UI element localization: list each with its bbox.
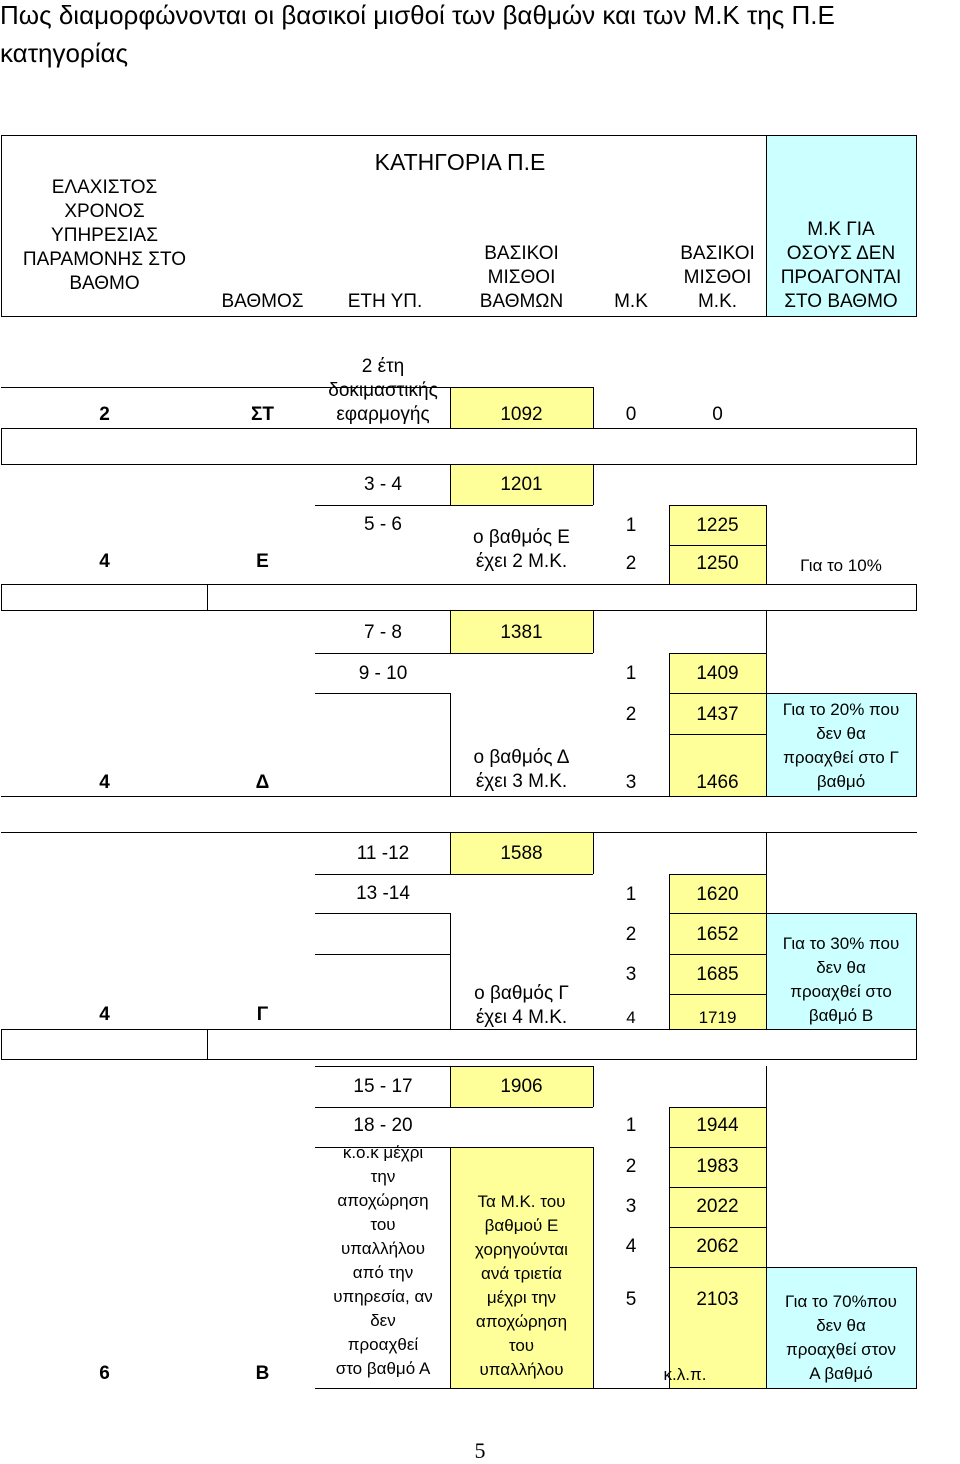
b-mk-base-2: 1983 [696,1156,739,1177]
col-mk-header: Μ.Κ [614,291,648,312]
e-years-1: 3 - 4 [363,474,403,495]
st-base-salary: 1092 [500,404,543,425]
e-note: ο βαθμός Ε έχει 2 Μ.Κ. [473,527,570,572]
d-years-2: 9 - 10 [358,663,408,684]
st-mk: 0 [625,404,637,425]
b-etc: κ.λ.π. [663,1365,707,1384]
e-min-years: 4 [99,551,110,572]
g-mk-1: 1 [625,884,637,905]
d-mk-2: 2 [625,704,637,725]
g-grade: Γ [256,1004,269,1025]
col-grade-header: ΒΑΘΜΟΣ [221,291,304,312]
b-years-1: 15 - 17 [353,1076,413,1097]
g-pct: Για το 30% που δεν θα προαχθεί στο βαθμό Β [782,934,900,1025]
d-mk-base-3: 1466 [696,772,739,793]
e-mk-base-1: 1225 [696,515,739,536]
d-pct: Για το 20% που δεν θα προαχθεί στο Γ βαθμό [782,700,900,791]
e-mk-1: 1 [625,515,637,536]
b-mk-4: 4 [625,1236,637,1257]
e-mk-2: 2 [625,553,637,574]
d-grade: Δ [255,772,270,793]
col-years-header: ΕΤΗ ΥΠ. [347,291,423,312]
b-note: Τα Μ.Κ. του βαθμού Ε χορηγούνται ανά τριετία μέχρι την αποχώρηση του υπαλλήλου [475,1192,568,1379]
g-years-1: 11 -12 [356,843,410,864]
d-years-1: 7 - 8 [363,622,403,643]
e-years-2: 5 - 6 [363,514,403,535]
col-min-years-header: ΕΛΑΧΙΣΤΟΣ ΧΡΟΝΟΣ ΥΠΗΡΕΣΙΑΣ ΠΑΡΑΜΟΝΗΣ ΣΤΟ ΒΑΘΜΟ [22,177,187,294]
col-mk-not-promoted-header: Μ.Κ ΓΙΑ ΟΣΟΥΣ ΔΕΝ ΠΡΟΑΓΟΝΤΑΙ ΣΤΟ ΒΑΘΜΟ [780,219,902,312]
e-pct: Για το 10% [800,556,882,575]
b-mk-base-5: 2103 [696,1289,739,1310]
b-mk-base-1: 1944 [696,1115,739,1136]
b-mk-base-3: 2022 [696,1196,739,1217]
g-mk-4: 4 [626,1008,636,1027]
d-mk-3: 3 [625,772,637,793]
d-mk-base-2: 1437 [696,704,739,725]
d-mk-base-1: 1409 [696,663,739,684]
b-years-2: 18 - 20 [353,1115,413,1136]
g-mk-base-1: 1620 [696,884,739,905]
e-mk-base-2: 1250 [696,553,739,574]
d-base-1: 1381 [500,622,543,643]
g-note: ο βαθμός Γ έχει 4 Μ.Κ. [474,983,569,1028]
g-mk-2: 2 [625,924,637,945]
page-number: 5 [474,1438,486,1463]
b-mk-3: 3 [625,1196,637,1217]
title-line-1: Πως διαμορφώνονται οι βασικοί μισθοί των βαθμών και των Μ.Κ της Π.Ε [0,0,835,30]
st-years: 2 έτη δοκιμαστικής εφαρμογής [328,356,438,425]
g-mk-3: 3 [625,964,637,985]
g-mk-base-4: 1719 [698,1008,737,1027]
b-grade: Β [255,1363,270,1384]
g-min-years: 4 [99,1004,110,1025]
d-mk-1: 1 [625,663,637,684]
e-base-1: 1201 [500,474,543,495]
g-base-1: 1588 [500,843,543,864]
e-grade: Ε [256,551,269,572]
d-note: ο βαθμός Δ έχει 3 Μ.Κ. [473,747,570,792]
st-mk-base: 0 [712,404,723,425]
d-min-years: 4 [99,772,110,793]
g-mk-base-2: 1652 [696,924,739,945]
page-title [0,0,960,72]
col-base-grade-header: ΒΑΣΙΚΟΙ ΜΙΣΘΟΙ ΒΑΘΜΩΝ [479,243,564,312]
b-until: κ.ο.κ μέχρι την αποχώρηση του υπαλλήλου από την υπηρεσία, αν δεν προαχθεί στο βαθμό Α [333,1143,433,1378]
b-mk-5: 5 [625,1289,637,1310]
g-years-2: 13 -14 [356,883,410,904]
title-line-2: κατηγορίας [0,38,129,68]
g-mk-base-3: 1685 [696,964,739,985]
b-pct: Για το 70%που δεν θα προαχθεί στον Α βαθμό [785,1292,897,1383]
b-base-1: 1906 [500,1076,543,1097]
category-header: ΚΑΤΗΓΟΡΙΑ Π.Ε [374,149,546,175]
b-mk-1: 1 [625,1115,637,1136]
b-min-years: 6 [99,1363,110,1384]
st-min-years: 2 [99,404,110,425]
b-mk-base-4: 2062 [696,1236,739,1257]
st-grade: ΣΤ [250,404,274,425]
b-mk-2: 2 [625,1156,637,1177]
col-base-mk-header: ΒΑΣΙΚΟΙ ΜΙΣΘΟΙ Μ.Κ. [680,243,755,312]
